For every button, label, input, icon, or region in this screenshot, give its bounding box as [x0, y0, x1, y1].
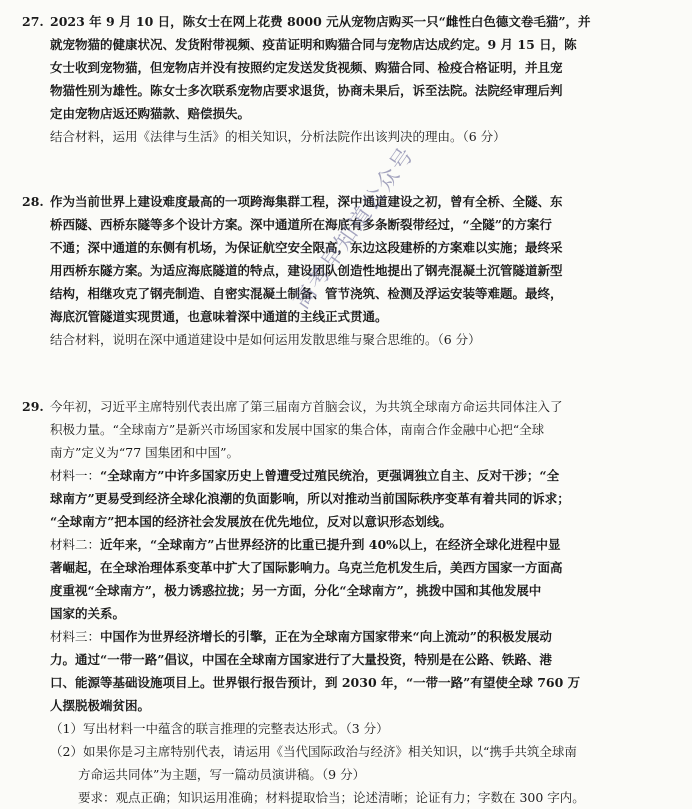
intro-line: 南方”定义为“77 国集团和中国”。	[50, 445, 240, 460]
sub-question-2: （2）如果你是习主席特别代表，请运用《当代国际政治与经济》相关知识，以“携手共筑全球南	[50, 744, 577, 759]
material-two-label: 材料二：	[50, 537, 101, 552]
material-line: 桥西隧、西桥东隧等多个设计方案。深中通道所在海底有多条断裂带经过，“全隧”的方案行	[50, 217, 552, 232]
material-three-line: 力。通过“一带一路”倡议，中国在全球南方国家进行了大量投资，特别是在公路、铁路、港	[50, 652, 552, 667]
material-one-line: 球南方”更易受到经济全球化浪潮的负面影响，所以对推动当前国际秩序变革有着共同的诉求；	[50, 491, 570, 506]
material-two-line: 国家的关系。	[50, 606, 126, 621]
intro-line: 今年初，习近平主席特别代表出席了第三届南方首脑会议，为共筑全球南方命运共同体注入了	[50, 399, 563, 414]
material-line: 物猫性别为雄性。陈女士多次联系宠物店要求退货，协商未果后，诉至法院。法院经审理后判	[50, 83, 563, 98]
material-three-label: 材料三：	[50, 629, 101, 644]
intro-line: 积极力量。“全球南方”是新兴市场国家和发展中国家的集合体，南南合作金融中心把“全球	[50, 422, 545, 437]
material-one-label: 材料一：	[50, 468, 101, 483]
question-number: 29.	[22, 399, 44, 414]
sub-question-1: （1）写出材料一中蕴含的联言推理的完整表达形式。（3 分）	[50, 721, 389, 736]
question-number: 28.	[22, 194, 44, 209]
question-body	[50, 10, 668, 148]
material-line: 不通；深中通道的东侧有机场，为保证航空安全限高，东边这段建桥的方案难以实施；最终采	[50, 240, 563, 255]
question-body	[50, 395, 668, 809]
watermark: 高考早知道公众号	[289, 142, 420, 314]
material-line: 女士收到宠物猫，但宠物店并没有按照约定发送发货视频、购猫合同、检疫合格证明，并且宠	[50, 60, 563, 75]
material-two-line: 度重视“全球南方”，极力诱惑拉拢；另一方面，分化“全球南方”，挑拨中国和其他发展中	[50, 583, 542, 598]
question-number: 27.	[22, 14, 44, 29]
sub-question-2-cont: 方命运共同体”为主题，写一篇动员演讲稿。（9 分）	[78, 767, 366, 782]
material-two-line: 著崛起，在全球治理体系变革中扩大了国际影响力。乌克兰危机发生后，美西方国家一方面高	[50, 560, 563, 575]
material-two-line: 材料二：近年来，“全球南方”占世界经济的比重已提升到 40%以上，在经济全球化进程中显	[50, 537, 561, 552]
material-three-line: 人摆脱极端贫困。	[50, 698, 151, 713]
material-line: 定由宠物店返还购猫款、赔偿损失。	[50, 106, 251, 121]
question-prompt: 结合材料，说明在深中通道建设中是如何运用发散思维与聚合思维的。（6 分）	[50, 332, 481, 347]
material-one-line: 材料一：“全球南方”中许多国家历史上曾遭受过殖民统治，更强调独立自主、反对干涉；“全	[50, 468, 560, 483]
material-line: 就宠物猫的健康状况、发货附带视频、疫苗证明和购猫合同与宠物店达成约定。9 月 15 日，陈	[50, 37, 577, 52]
material-line: 2023 年 9 月 10 日，陈女士在网上花费 8000 元从宠物店购买一只“雌性白色德文卷毛猫”，并	[50, 14, 591, 29]
question-prompt: 结合材料，运用《法律与生活》的相关知识，分析法院作出该判决的理由。（6 分）	[50, 129, 506, 144]
material-three-line: 口、能源等基础设施项目上。世界银行报告预计，到 2030 年，“一带一路”有望使全球 760 万	[50, 675, 581, 690]
material-three-line: 材料三：中国作为世界经济增长的引擎，正在为全球南方国家带来“向上流动”的积极发展动	[50, 629, 552, 644]
material-line: 作为当前世界上建设难度最高的一项跨海集群工程，深中通道建设之初，曾有全桥、全隧、东	[50, 194, 563, 209]
material-line: 结构，相继攻克了钢壳制造、自密实混凝土制备、管节浇筑、检测及浮运安装等难题。最终，	[50, 286, 563, 301]
material-line: 用西桥东隧方案。为适应海底隧道的特点，建设团队创造性地提出了钢壳混凝土沉管隧道新型	[50, 263, 563, 278]
material-line: 海底沉管隧道实现贯通，也意味着深中通道的主线正式贯通。	[50, 309, 388, 324]
requirement: 要求：观点正确；知识运用准确；材料提取恰当；论述清晰；论证有力；字数在 300 字内。	[78, 790, 585, 805]
material-one-line: “全球南方”把本国的经济社会发展放在优先地位，反对以意识形态划线。	[50, 514, 452, 529]
